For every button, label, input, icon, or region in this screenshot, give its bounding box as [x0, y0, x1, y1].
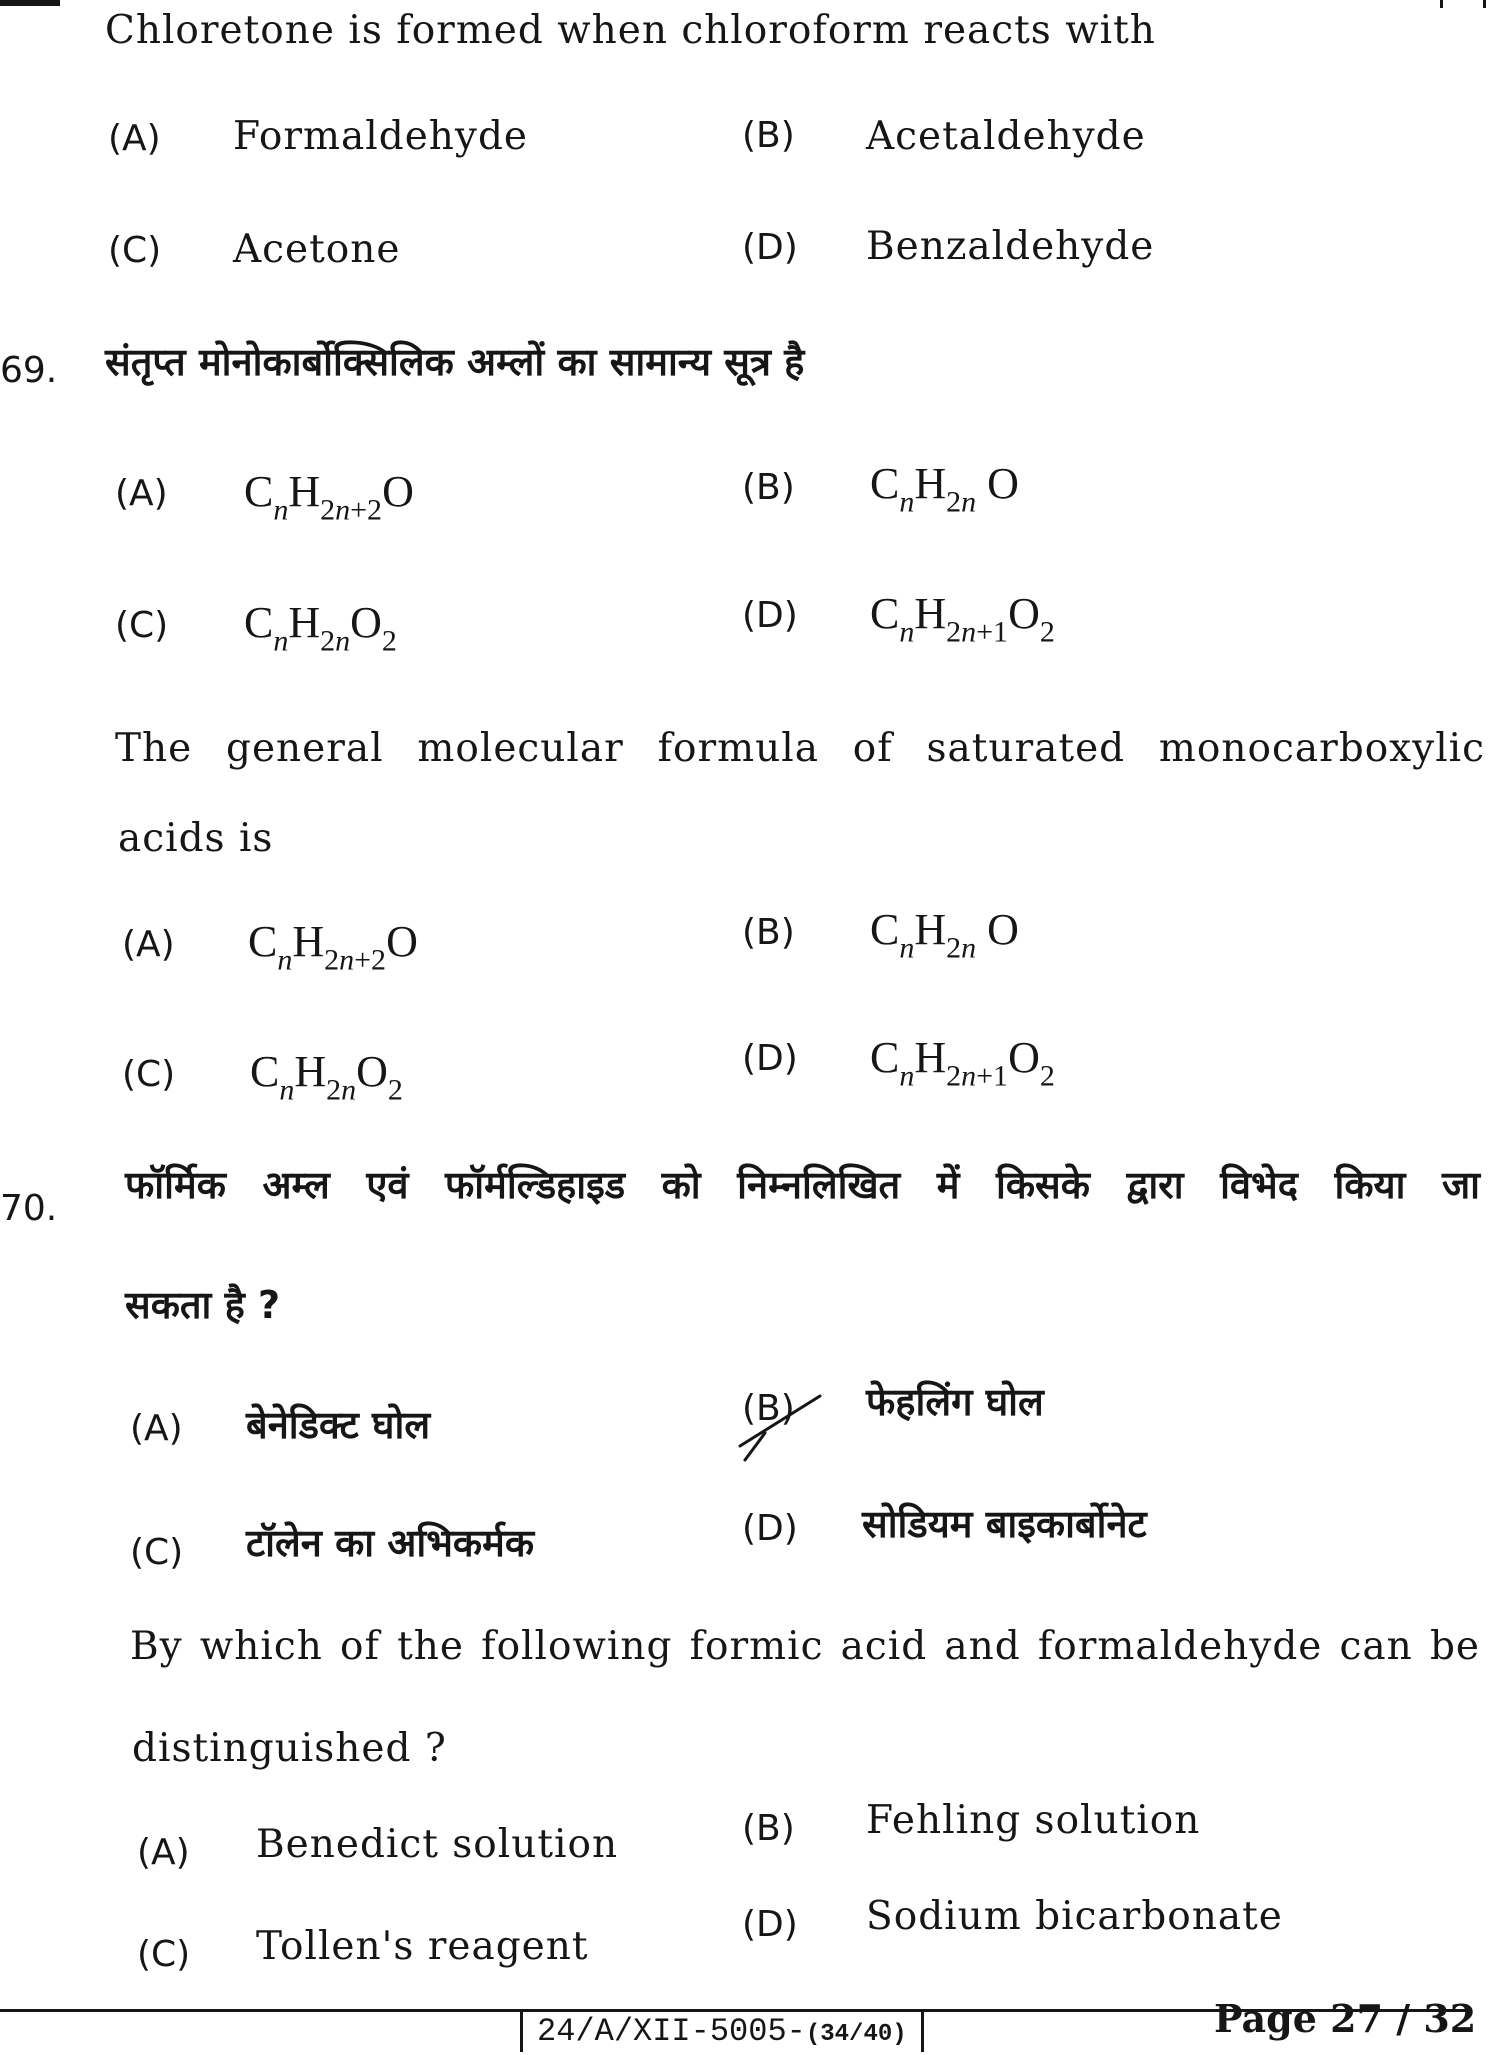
- q69-number: 69.: [0, 350, 58, 391]
- q68-option-d-letter: (D): [742, 227, 798, 268]
- q68-option-b-letter: (B): [742, 115, 795, 156]
- pen-tick-mark: [735, 1388, 825, 1468]
- q70-stem-english-line1: By which of the following formic acid and formaldehyde can be: [130, 1624, 1480, 1669]
- q69-hi-option-d-letter: (D): [742, 595, 798, 636]
- q69-en-option-b-formula: $C_nH_{2n}$ O: [870, 905, 1019, 965]
- q69-hi-option-a-letter: (A): [115, 473, 168, 514]
- footer-paper-code: [520, 2012, 924, 2052]
- q68-option-d-text: Benzaldehyde: [866, 224, 1155, 269]
- q69-en-option-d-formula: $C_nH_{2n+1}O_2$: [870, 1033, 1055, 1093]
- footer-code-main: 24/A/XII-5005-: [537, 2013, 806, 2050]
- q69-en-option-c-formula: $C_nH_{2n}O_2$: [250, 1047, 403, 1107]
- q70-number: 70.: [0, 1188, 58, 1229]
- q69-hi-option-c-formula: $C_nH_{2n}O_2$: [244, 598, 397, 658]
- q68-option-a-text: Formaldehyde: [233, 114, 528, 159]
- q70-hi-option-a-letter: (A): [130, 1408, 183, 1449]
- footer-page-number: Page 27 / 32: [1214, 1996, 1477, 2041]
- q69-hi-option-a-formula: $C_nH_{2n+2}O$: [244, 467, 414, 527]
- q69-stem-english-line2: acids is: [118, 816, 274, 861]
- q70-hi-option-c-text: टॉलेन का अभिकर्मक: [246, 1521, 535, 1565]
- q70-hi-option-b-text: फेहलिंग घोल: [866, 1380, 1044, 1424]
- q70-en-option-a-text: Benedict solution: [256, 1822, 619, 1867]
- q70-en-option-b-text: Fehling solution: [866, 1798, 1201, 1843]
- q68-stem: Chloretone is formed when chloroform reacts with: [105, 8, 1156, 53]
- q69-en-option-d-letter: (D): [742, 1038, 798, 1079]
- q70-hi-option-d-letter: (D): [742, 1508, 798, 1549]
- top-edge-bracket: [1440, 0, 1486, 8]
- q70-en-option-d-text: Sodium bicarbonate: [866, 1894, 1283, 1939]
- q70-hi-option-c-letter: (C): [130, 1532, 184, 1573]
- q68-option-a-letter: (A): [108, 118, 161, 159]
- q70-hi-option-b-letter: (B): [742, 1388, 795, 1429]
- q70-en-option-c-letter: (C): [137, 1934, 191, 1975]
- q69-hi-option-c-letter: (C): [115, 605, 169, 646]
- q69-stem-hindi: संतृप्त मोनोकार्बोक्सिलिक अम्लों का सामान्य सूत्र है: [105, 340, 805, 384]
- q70-stem-hindi-line2: सकता है ?: [125, 1283, 281, 1327]
- q70-en-option-a-letter: (A): [137, 1832, 190, 1873]
- q69-en-option-a-letter: (A): [122, 924, 175, 965]
- q69-en-option-c-letter: (C): [122, 1054, 176, 1095]
- q69-hi-option-d-formula: $C_nH_{2n+1}O_2$: [870, 589, 1055, 649]
- q68-option-b-text: Acetaldehyde: [866, 114, 1146, 159]
- q68-option-c-letter: (C): [108, 230, 162, 271]
- q70-stem-hindi-line1: फॉर्मिक अम्ल एवं फॉर्मल्डिहाइड को निम्नलिखित में किसके द्वारा विभेद किया जा: [125, 1163, 1480, 1207]
- q70-hi-option-d-text: सोडियम बाइकार्बोनेट: [862, 1502, 1147, 1546]
- q68-option-c-text: Acetone: [233, 227, 401, 272]
- q70-stem-english-line2: distinguished ?: [132, 1726, 447, 1771]
- q69-hi-option-b-letter: (B): [742, 467, 795, 508]
- top-edge-mark: [0, 0, 60, 6]
- footer-code-suffix: (34/40): [805, 2021, 907, 2048]
- q69-stem-english-line1: The general molecular formula of saturated monocarboxylic: [115, 726, 1485, 771]
- q70-hi-option-a-text: बेनेडिक्ट घोल: [246, 1403, 431, 1447]
- q70-en-option-b-letter: (B): [742, 1808, 795, 1849]
- q69-en-option-b-letter: (B): [742, 912, 795, 953]
- q69-hi-option-b-formula: $C_nH_{2n}$ O: [870, 459, 1019, 519]
- q69-en-option-a-formula: $C_nH_{2n+2}O$: [248, 917, 418, 977]
- q70-en-option-d-letter: (D): [742, 1904, 798, 1945]
- q70-en-option-c-text: Tollen's reagent: [256, 1924, 589, 1969]
